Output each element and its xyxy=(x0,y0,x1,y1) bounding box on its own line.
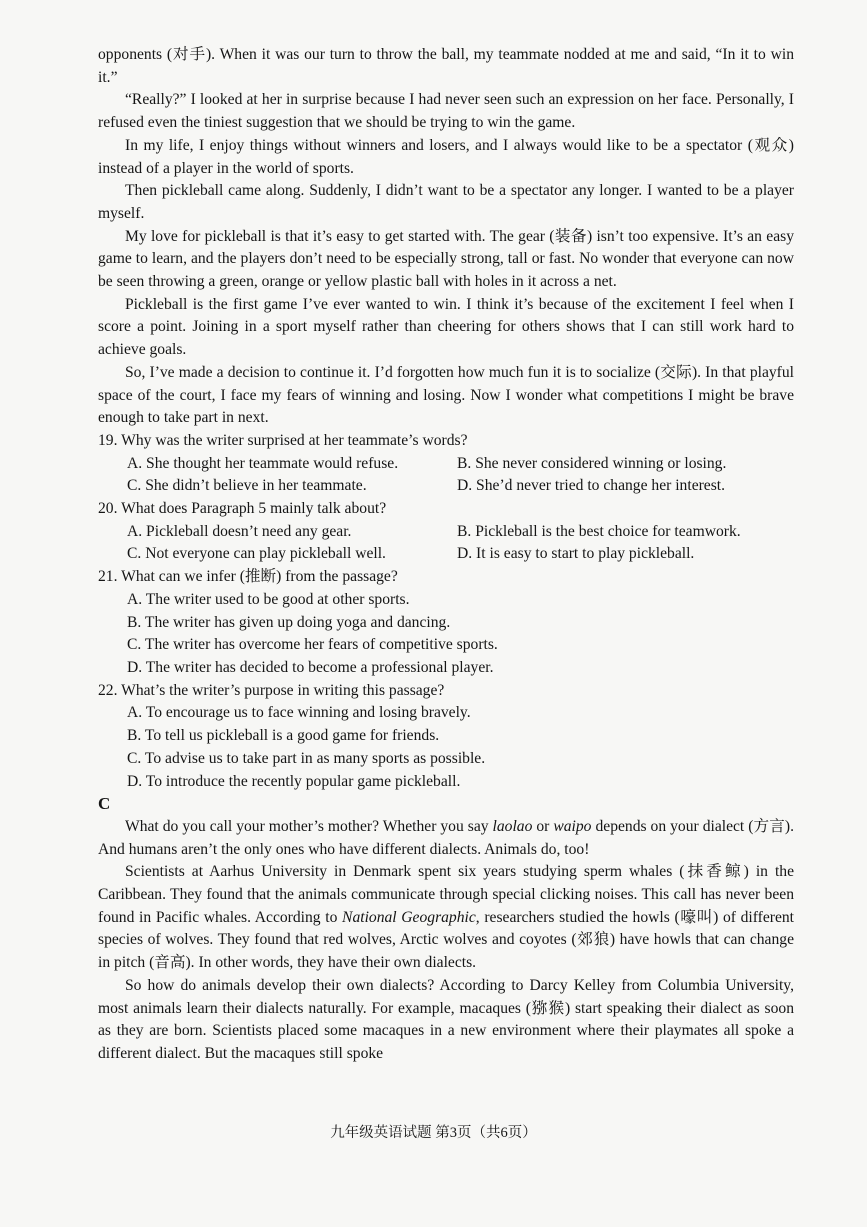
italic-term: waipo xyxy=(553,817,592,835)
question-stem: 20. What does Paragraph 5 mainly talk about? xyxy=(98,500,387,518)
passage-b-paragraph-7: So, I’ve made a decision to continue it. I’d forgotten how much fun it is to socialize (交际). In that playful space of the court, I face my fears of winning and losing. Now I wonder what competitions I might be brave enough to take part in next. xyxy=(98,363,794,427)
passage-b-paragraph-6: Pickleball is the first game I’ve ever wanted to win. I think it’s because of the excitement I feel when I score a point. Joining in a sport myself rather than cheering for others shows that I can still work hard to achieve goals. xyxy=(98,295,794,359)
text-run: Scientists at Aarhus University in Denmark spent six years studying sperm whales (抹香鲸) in the Caribbean. They found that the animals communicate through special clicking noises. This call has never been found in Pacific whales. According to xyxy=(98,863,794,926)
option-b: B. To tell us pickleball is a good game for friends. xyxy=(127,727,440,745)
option-b: B. Pickleball is the best choice for teamwork. xyxy=(457,522,741,540)
text-run: or xyxy=(532,817,554,835)
text-run: depends on your dialect (方言). And humans aren’t the only ones who have different dialects. Animals do, too! xyxy=(98,817,794,858)
passage-c-paragraph-1 xyxy=(98,816,794,861)
option-c: C. The writer has overcome her fears of competitive sports. xyxy=(127,636,498,654)
passage-b-paragraph-1: opponents (对手). When it was our turn to throw the ball, my teammate nodded at me and said, “In it to win it.” xyxy=(98,46,794,86)
passage-b-paragraph-4: Then pickleball came along. Suddenly, I didn’t want to be a spectator any longer. I wanted to be a player myself. xyxy=(98,182,794,222)
question-stem: 22. What’s the writer’s purpose in writing this passage? xyxy=(98,681,445,699)
question-stem: 19. Why was the writer surprised at her teammate’s words? xyxy=(98,431,468,449)
option-d: D. It is easy to start to play pickleball. xyxy=(457,545,695,563)
passage-b-paragraph-3: In my life, I enjoy things without winners and losers, and I always would like to be a spectator (观众) instead of a player in the world of sports. xyxy=(98,136,794,177)
option-row xyxy=(98,543,794,566)
page-footer: 九年级英语试题 第3页（共6页） xyxy=(330,1125,537,1141)
option-c: C. Not everyone can play pickleball well. xyxy=(127,545,386,563)
section-heading: C xyxy=(98,794,111,814)
passage-c-paragraph-3: So how do animals develop their own dialects? According to Darcy Kelley from Columbia University, most animals learn their dialects naturally. For example, macaques (猕猴) start speaking their dialect as soon as they are born. Scientists placed some macaques in a new environment where their playmates all spoke a different dialect. But the macaques still spoke xyxy=(98,976,794,1062)
text-run: What do you call your mother’s mother? Whether you say xyxy=(125,817,493,835)
passage-b-paragraph-2: “Really?” I looked at her in surprise because I had never seen such an expression on her face. Personally, I refused even the tiniest suggestion that we should be trying to win the game. xyxy=(98,91,794,132)
italic-term: National Geographic xyxy=(342,908,476,926)
option-row xyxy=(98,521,794,544)
option-a: A. She thought her teammate would refuse. xyxy=(127,454,399,472)
question-19 xyxy=(98,430,794,498)
option-a: A. To encourage us to face winning and losing bravely. xyxy=(127,704,471,722)
option-d: D. She’d never tried to change her interest. xyxy=(457,477,726,495)
question-stem: 21. What can we infer (推断) from the passage? xyxy=(98,568,398,586)
question-20 xyxy=(98,498,794,566)
option-b: B. The writer has given up doing yoga and dancing. xyxy=(127,613,451,631)
passage-c-paragraph-2 xyxy=(98,861,794,975)
text-run: , researchers studied the howls (嚎叫) of different species of wolves. They found that red wolves, Arctic wolves and coyotes (郊狼) have howls that can change in pitch (音高). In other words, they have their own dialects. xyxy=(98,908,794,972)
option-a: A. Pickleball doesn’t need any gear. xyxy=(127,522,352,540)
option-c: C. To advise us to take part in as many sports as possible. xyxy=(127,749,486,767)
option-d: D. The writer has decided to become a professional player. xyxy=(127,658,494,676)
option-c: C. She didn’t believe in her teammate. xyxy=(127,477,367,495)
page-content xyxy=(98,44,794,1066)
option-b: B. She never considered winning or losing. xyxy=(457,454,727,472)
italic-term: laolao xyxy=(492,817,533,835)
option-row xyxy=(98,453,794,476)
question-22 xyxy=(98,680,794,794)
option-row xyxy=(98,475,794,498)
question-21 xyxy=(98,566,794,680)
option-d: D. To introduce the recently popular game pickleball. xyxy=(127,772,461,790)
option-a: A. The writer used to be good at other sports. xyxy=(127,590,410,608)
passage-b-paragraph-5: My love for pickleball is that it’s easy to get started with. The gear (装备) isn’t too expensive. It’s an easy game to learn, and the players don’t need to be especially strong, tall or fast. No wonder that everyone can now be seen throwing a green, orange or yellow plastic ball with holes in it across a net. xyxy=(98,227,794,291)
